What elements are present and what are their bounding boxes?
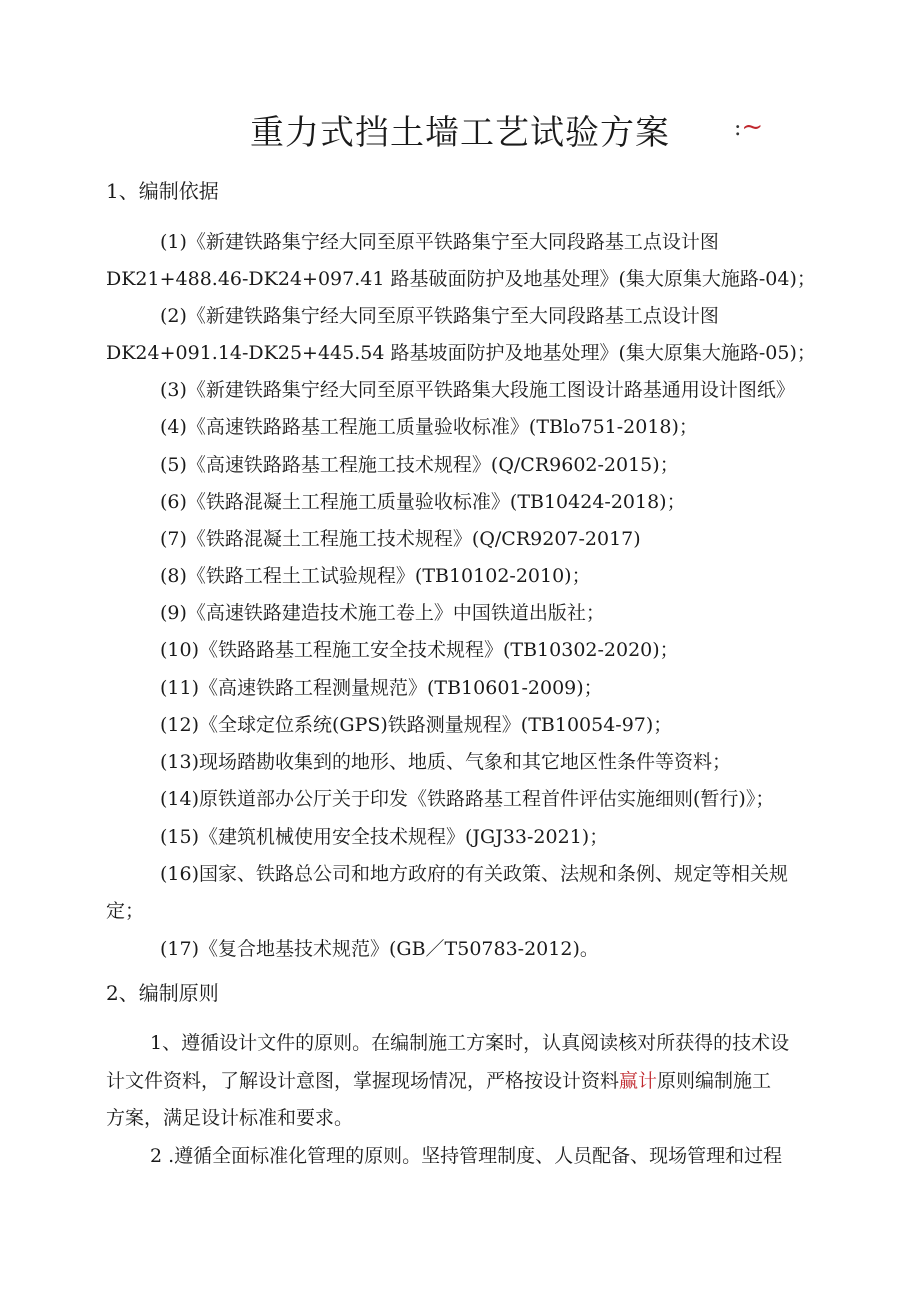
reference-line: (14)原铁道部办公厅关于印发《铁路路基工程首件评估实施细则(暂行)》；: [160, 788, 775, 810]
reference-line: DK21+488.46-DK24+097.41 路基破面防护及地基处理》(集大原集大施路-04)；: [106, 268, 816, 290]
principle-text: 计文件资料，了解设计意图，掌握现场情况，严格按设计资料: [106, 1070, 620, 1092]
reference-line: (10)《铁路路基工程施工安全技术规程》(TB10302-2020)；: [160, 639, 679, 661]
principle-line: 方案，满足设计标准和要求。: [106, 1107, 354, 1129]
reference-line: (5)《高速铁路路基工程施工技术规程》(Q/CR9602-2015)；: [160, 454, 679, 476]
reference-line: (11)《高速铁路工程测量规范》(TB10601-2009)；: [160, 677, 603, 699]
section-heading-basis: 1、编制依据: [106, 179, 219, 203]
reference-line: (2)《新建铁路集宁经大同至原平铁路集宁至大同段路基工点设计图: [160, 305, 719, 327]
principle-line: [106, 1068, 771, 1094]
reference-line: DK24+091.14-DK25+445.54 路基坡面防护及地基处理》(集大原集大施路-05)；: [106, 342, 816, 364]
reference-line: (8)《铁路工程土工试验规程》(TB10102-2010)；: [160, 565, 591, 587]
reference-line: (1)《新建铁路集宁经大同至原平铁路集宁至大同段路基工点设计图: [160, 231, 719, 253]
reference-line: 定；: [106, 900, 145, 922]
reference-line: (4)《高速铁路路基工程施工质量验收标准》(TBlo751-2018)；: [160, 416, 698, 438]
reference-line: (15)《建筑机械使用安全技术规程》(JGJ33-2021)；: [160, 826, 609, 848]
principle-line: 1、遵循设计文件的原则。在编制施工方案时，认真阅读核对所获得的技术设: [150, 1032, 790, 1054]
annotation-mark: [734, 112, 763, 144]
reference-line: (16)国家、铁路总公司和地方政府的有关政策、法规和条例、规定等相关规: [160, 863, 789, 885]
reference-line: (7)《铁路混凝土工程施工技术规程》(Q/CR9207-2017): [160, 528, 641, 550]
reference-line: (17)《复合地基技术规范》(GB／T50783-2012)。: [160, 938, 599, 960]
reference-line: (12)《全球定位系统(GPS)铁路测量规程》(TB10054-97)；: [160, 714, 673, 736]
principle-line: 2 .遵循全面标准化管理的原则。坚持管理制度、人员配备、现场管理和过程: [150, 1145, 783, 1167]
annotation-colon: :: [734, 116, 742, 141]
reference-line: (13)现场踏勘收集到的地形、地质、气象和其它地区性条件等资料；: [160, 751, 732, 773]
document-title: 重力式挡土墙工艺试验方案: [250, 113, 670, 153]
reference-line: (6)《铁路混凝土工程施工质量验收标准》(TB10424-2018)；: [160, 491, 686, 513]
section-heading-principles: 2、编制原则: [106, 981, 219, 1005]
annotation-tilde: ~: [741, 112, 764, 142]
principle-text: 原则编制施工: [657, 1070, 772, 1092]
reference-line: (3)《新建铁路集宁经大同至原平铁路集大段施工图设计路基通用设计图纸》: [160, 379, 795, 401]
highlighted-text: 赢计: [619, 1070, 658, 1092]
reference-line: (9)《高速铁路建造技术施工卷上》中国铁道出版社；: [160, 602, 605, 624]
